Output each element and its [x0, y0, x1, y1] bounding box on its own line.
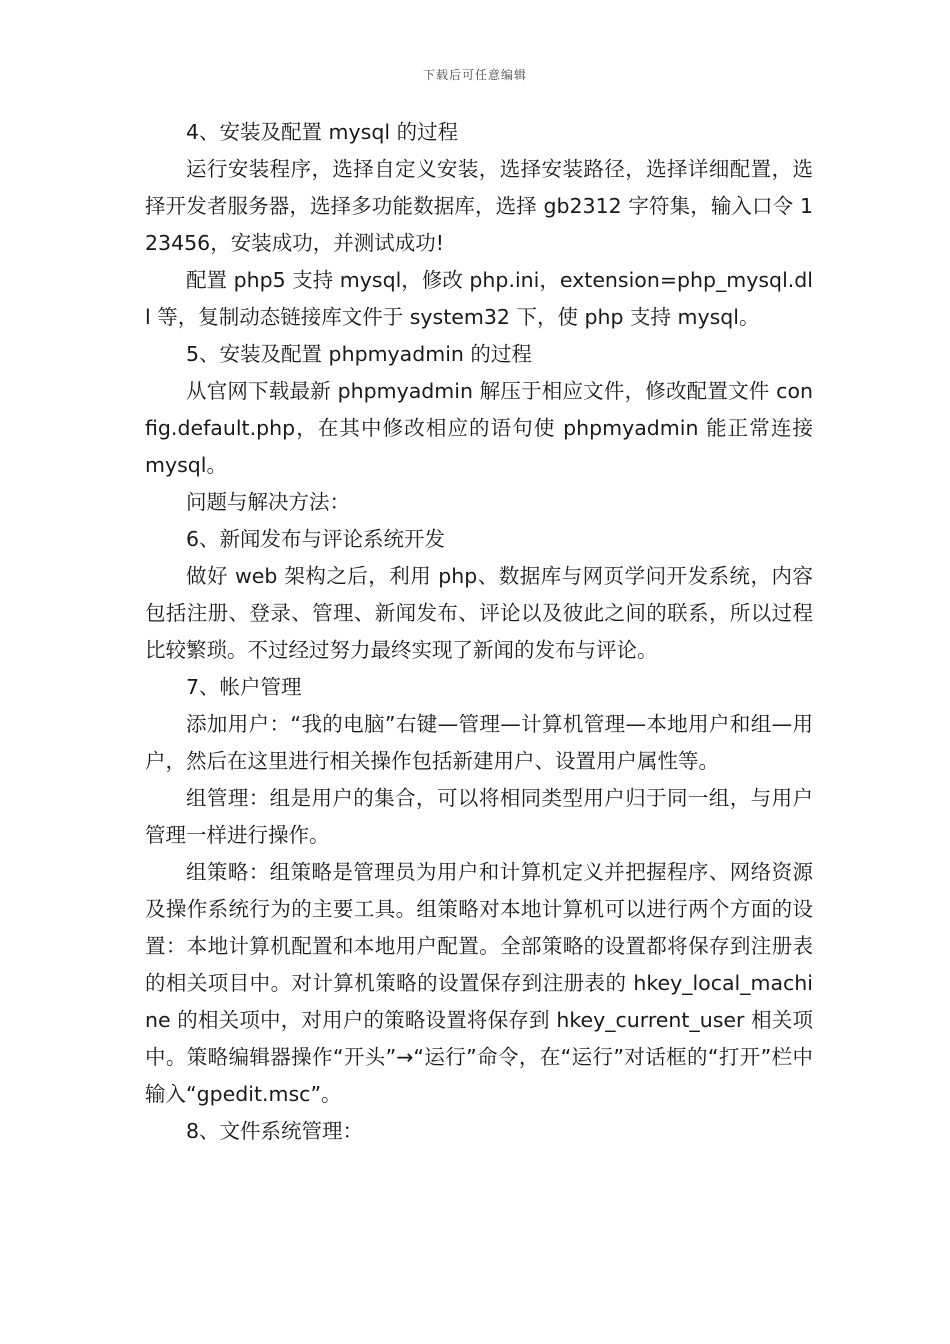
section-heading-account: 7、帐户管理 — [186, 675, 302, 699]
section-heading-mysql: 4、安装及配置 mysql 的过程 — [186, 120, 459, 144]
page-header: 下载后可任意编辑 — [422, 68, 527, 82]
paragraph-php-mysql-config: 配置 php5 支持 mysql，修改 php.ini，extension=php_mysql.dll 等，复制动态链接库文件于 system32 下，使 php 支持 mysql。 — [145, 268, 813, 329]
paragraph-news-system: 做好 web 架构之后，利用 php、数据库与网页学问开发系统，内容包括注册、登录、管理、新闻发布、评论以及彼此之间的联系，所以过程比较繁琐。不过经过努力最终实现了新闻的发布与评论。 — [145, 564, 813, 662]
paragraph-group-policy: 组策略：组策略是管理员为用户和计算机定义并把握程序、网络资源及操作系统行为的主要工具。组策略对本地计算机可以进行两个方面的设置：本地计算机配置和本地用户配置。全部策略的设置都将保存到注册表的相关项目中。对计算机策略的设置保存到注册表的 hkey_local_machine 的相关项中，对用户的策略设置将保存到 hkey_current_user 相关项中。策略编辑器操作“开头”→“运行”命令，在“运行”对话框的“打开”栏中输入“gpedit.msc”。 — [145, 860, 813, 1106]
section-heading-filesystem: 8、文件系统管理： — [186, 1119, 364, 1143]
paragraph-group-management: 组管理：组是用户的集合，可以将相同类型用户归于同一组，与用户管理一样进行操作。 — [145, 786, 813, 847]
paragraph-add-user: 添加用户：“我的电脑”右键—管理—计算机管理—本地用户和组—用户，然后在这里进行相关操作包括新建用户、设置用户属性等。 — [145, 712, 813, 773]
document-body — [145, 114, 813, 1150]
section-heading-phpmyadmin: 5、安装及配置 phpmyadmin 的过程 — [186, 342, 532, 366]
section-heading-problems: 问题与解决方法： — [186, 490, 350, 514]
section-heading-news-system: 6、新闻发布与评论系统开发 — [186, 527, 446, 551]
paragraph-phpmyadmin-install: 从官网下载最新 phpmyadmin 解压于相应文件，修改配置文件 config.default.php，在其中修改相应的语句使 phpmyadmin 能正常连接 mysql。 — [145, 379, 813, 477]
paragraph-mysql-install: 运行安装程序，选择自定义安装，选择安装路径，选择详细配置，选择开发者服务器，选择多功能数据库，选择 gb2312 字符集，输入口令 123456，安装成功，并测试成功! — [145, 157, 813, 255]
